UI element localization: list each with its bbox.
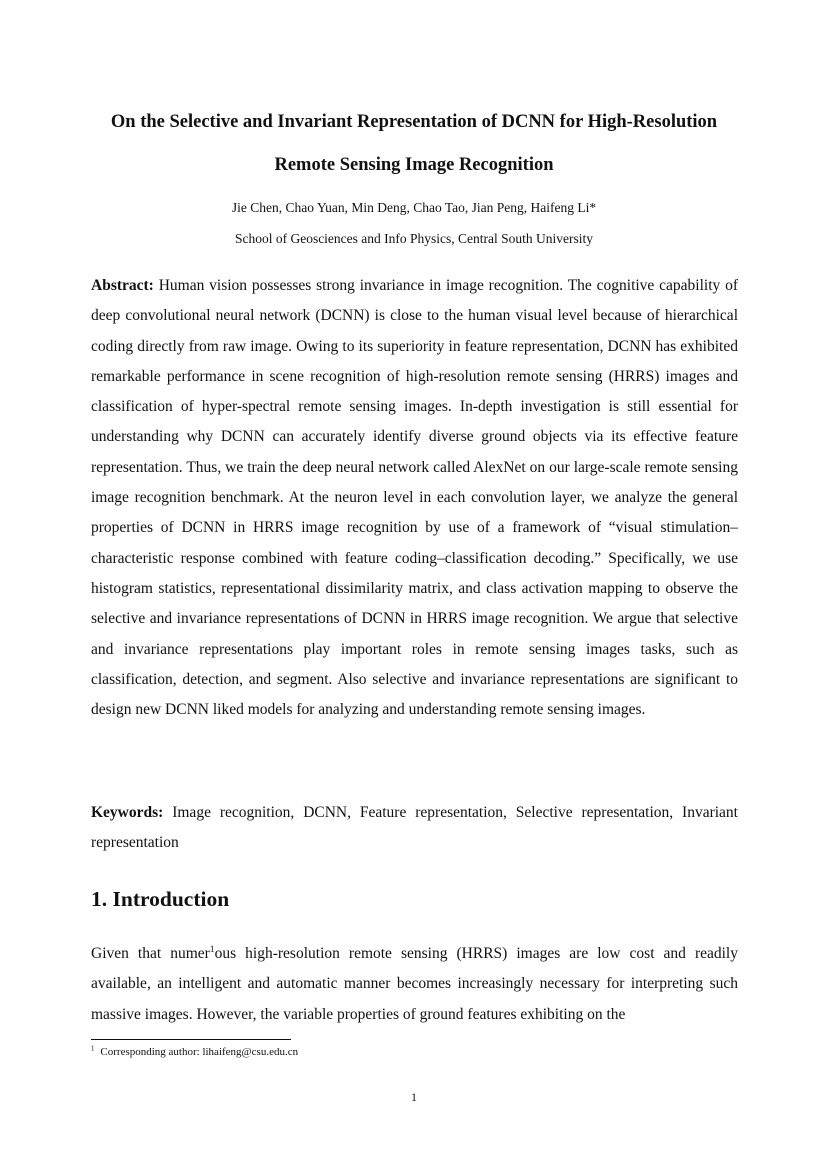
section-heading-introduction: 1. Introduction bbox=[91, 887, 230, 911]
paper-title-line-2: Remote Sensing Image Recognition bbox=[274, 155, 554, 175]
intro-text-start: Given that numer bbox=[91, 945, 210, 962]
footnote-divider bbox=[91, 1039, 291, 1040]
paper-title-line-1: On the Selective and Invariant Representation of DCNN for High-Resolution bbox=[110, 112, 718, 132]
footnote-number: 1 bbox=[91, 1045, 95, 1053]
introduction-paragraph bbox=[91, 939, 738, 1030]
intro-text-rest: ous high-resolution remote sensing (HRRS) images are low cost and readily available, an intelligent and automatic manner becomes increasingly necessary for interpreting such massive images. However, the variable properties of ground features exhibiting on the bbox=[91, 945, 738, 1023]
abstract bbox=[91, 271, 738, 725]
footnote bbox=[91, 1045, 298, 1059]
page-number: 1 bbox=[411, 1090, 417, 1104]
keywords-text: Image recognition, DCNN, Feature representation, Selective representation, Invariant representation bbox=[91, 804, 738, 852]
footnote-text: Corresponding author: lihaifeng@csu.edu.cn bbox=[100, 1046, 299, 1058]
keywords bbox=[91, 798, 738, 859]
affiliation: School of Geosciences and Info Physics, Central South University bbox=[234, 231, 594, 246]
abstract-text: Human vision possesses strong invariance in image recognition. The cognitive capability of deep convolutional neural network (DCNN) is close to the human visual level because of hierarchical coding directly from raw image. Owing to its superiority in feature representation, DCNN has exhibited remarkable performance in scene recognition of high-resolution remote sensing (HRRS) images and classification of hyper-spectral remote sensing images. In-depth investigation is still essential for understanding why DCNN can accurately identify diverse ground objects via its effective feature representation. Thus, we train the deep neural network called AlexNet on our large-scale remote sensing image recognition benchmark. At the neuron level in each convolution layer, we analyze the general properties of DCNN in HRRS image recognition by use of a framework of “visual stimulation–characteristic response combined with feature coding–classification decoding.” Specifically, we use histogram statistics, representational dissimilarity matrix, and class activation mapping to observe the selective and invariance representations of DCNN in HRRS image recognition. We argue that selective and invariance representations play important roles in remote sensing images tasks, such as classification, detection, and segment. Also selective and invariance representations are significant to design new DCNN liked models for analyzing and understanding remote sensing images. bbox=[91, 277, 739, 719]
keywords-label: Keywords: bbox=[91, 804, 164, 821]
author-list: Jie Chen, Chao Yuan, Min Deng, Chao Tao, Jian Peng, Haifeng Li* bbox=[231, 200, 597, 215]
abstract-label: Abstract: bbox=[91, 277, 154, 294]
footnote-mark: 1 bbox=[209, 943, 215, 955]
